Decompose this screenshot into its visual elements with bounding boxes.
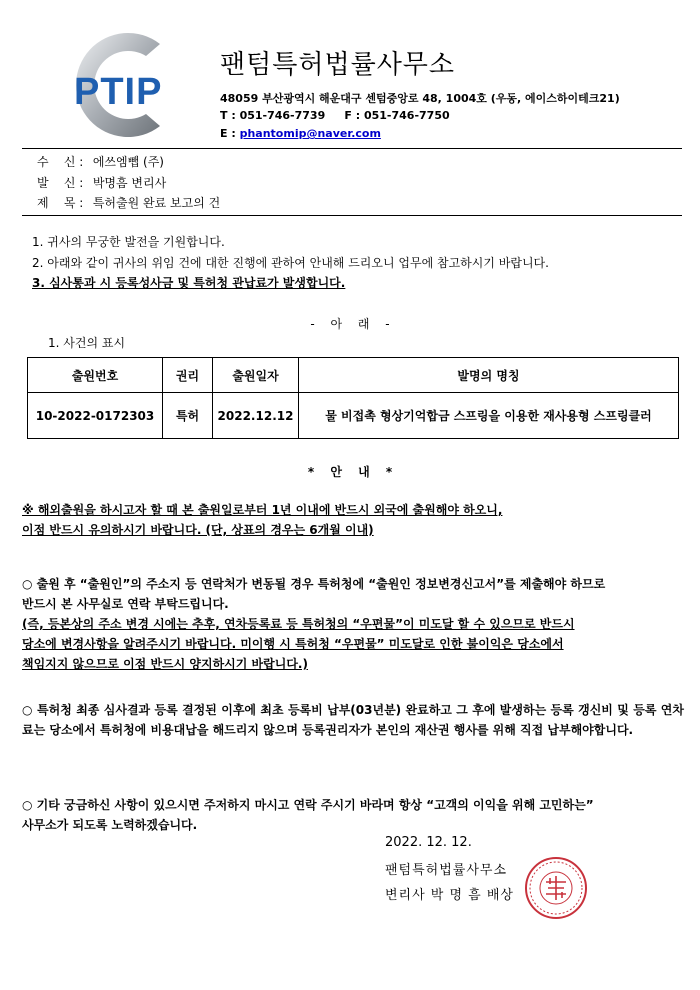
firm-phone-fax — [220, 109, 450, 122]
guide-b2-line5: 책임지지 않으므로 이점 반드시 양지하시기 바랍니다.) — [22, 657, 308, 671]
guide-b4-line2: 사무소가 되도록 노력하겠습니다. — [22, 818, 198, 832]
signature-firm: 팬텀특허법률사무소 — [385, 863, 508, 878]
intro-paragraph-1: 1. 귀사의 무궁한 발전을 기원합니다. — [32, 235, 225, 249]
fax-number: 051-746-7750 — [363, 109, 450, 122]
case-table — [27, 357, 679, 439]
tel-number: 051-746-7739 — [239, 109, 326, 122]
cell-application-number: 10-2022-0172303 — [28, 393, 163, 439]
guide-registration-fee: ○ 특허청 최종 심사결과 등록 결정된 이후에 최초 등록비 납부(03년분) 완료하고 그 후에 발생하는 등록 갱신비 및 등록 연차료는 당소에서 특허청에 비용대납을 해드리지 않으며 등록권리자가 본인의 재산권 행사를 위해 직접 납부해야합니다. — [22, 703, 684, 737]
cell-right-type: 특허 — [163, 393, 213, 439]
header-application-number: 출원번호 — [28, 358, 163, 393]
tel-label: T : — [220, 109, 240, 122]
recipient-label: 수 신 : — [37, 155, 84, 169]
intro-paragraph-2: 2. 아래와 같이 귀사의 위임 건에 대한 진행에 관하여 안내해 드리오니 업무에 참고하시기 바랍니다. — [32, 256, 549, 270]
table-header-row — [28, 358, 679, 393]
logo-text: PTIP — [74, 71, 163, 113]
firm-name: 팬텀특허법률사무소 — [220, 50, 456, 80]
sender-value: 박명흠 변리사 — [92, 176, 167, 190]
guide-other-inquiries — [22, 795, 684, 835]
official-seal-icon — [524, 856, 588, 920]
guide-overseas-filing — [22, 500, 684, 540]
email-link[interactable]: phantomip@naver.com — [239, 127, 381, 140]
cell-filing-date: 2022.12.12 — [213, 393, 299, 439]
signature-name: 변리사 박 명 흠 배상 — [385, 888, 514, 903]
firm-email-line — [220, 127, 381, 140]
guide-b1-line1: ※ 해외출원을 하시고자 할 때 본 출원일로부터 1년 이내에 반드시 외국에 출원해야 하오니, — [22, 503, 503, 517]
cell-invention-title: 물 비접촉 형상기억합금 스프링을 이용한 재사용형 스프링클러 — [299, 393, 679, 439]
guide-b4-line1: ○ 기타 궁금하신 사항이 있으시면 주저하지 마시고 연락 주시기 바라며 항상 “고객의 이익을 위해 고민하는” — [22, 798, 594, 812]
subject-row — [37, 194, 220, 211]
sender-label: 발 신 : — [37, 176, 84, 190]
meta-divider — [22, 215, 682, 216]
subject-value: 특허출원 완료 보고의 건 — [92, 196, 221, 210]
section-title-below: - 아 래 - — [310, 317, 390, 331]
firm-logo — [60, 30, 190, 140]
guide-b2-line3: (즉, 등본상의 주소 변경 시에는 추후, 연차등록료 등 특허청의 “우편물”이 미도달 할 수 있으므로 반드시 — [22, 617, 575, 631]
signature-date: 2022. 12. 12. — [385, 835, 472, 850]
guide-b2-line4: 당소에 변경사항을 알려주시기 바랍니다. 미이행 시 특허청 “우편물” 미도달로 인한 불이익은 당소에서 — [22, 637, 564, 651]
recipient-value: 에쓰엠뺍 (주) — [92, 155, 164, 169]
email-label: E : — [220, 127, 240, 140]
header-divider — [22, 148, 682, 149]
guide-title: * 안 내 * — [307, 465, 393, 479]
guide-b2-line2: 반드시 본 사무실로 연락 부탁드립니다. — [22, 597, 229, 611]
firm-address: 48059 부산광역시 해운대구 센텀중앙로 48, 1004호 (우동, 에이스하이테크21) — [220, 92, 620, 105]
recipient-row — [37, 153, 164, 170]
guide-contact-change — [22, 574, 684, 674]
guide-b2-line1: ○ 출원 후 “출원인”의 주소지 등 연락처가 변동될 경우 특허청에 “출원인 정보변경신고서”를 제출해야 하므로 — [22, 577, 606, 591]
header-invention-title: 발명의 명칭 — [299, 358, 679, 393]
guide-b1-line2: 이점 반드시 유의하시기 바랍니다. (단, 상표의 경우는 6개월 이내) — [22, 523, 374, 537]
fax-label: F : — [344, 109, 364, 122]
sender-row — [37, 174, 166, 191]
header-filing-date: 출원일자 — [213, 358, 299, 393]
subject-label: 제 목 : — [37, 196, 84, 210]
intro-paragraph-3: 3. 심사통과 시 등록성사금 및 특허청 관납료가 발생합니다. — [32, 276, 346, 290]
header-right-type: 권리 — [163, 358, 213, 393]
table-row — [28, 393, 679, 439]
case-heading: 1. 사건의 표시 — [48, 336, 126, 350]
